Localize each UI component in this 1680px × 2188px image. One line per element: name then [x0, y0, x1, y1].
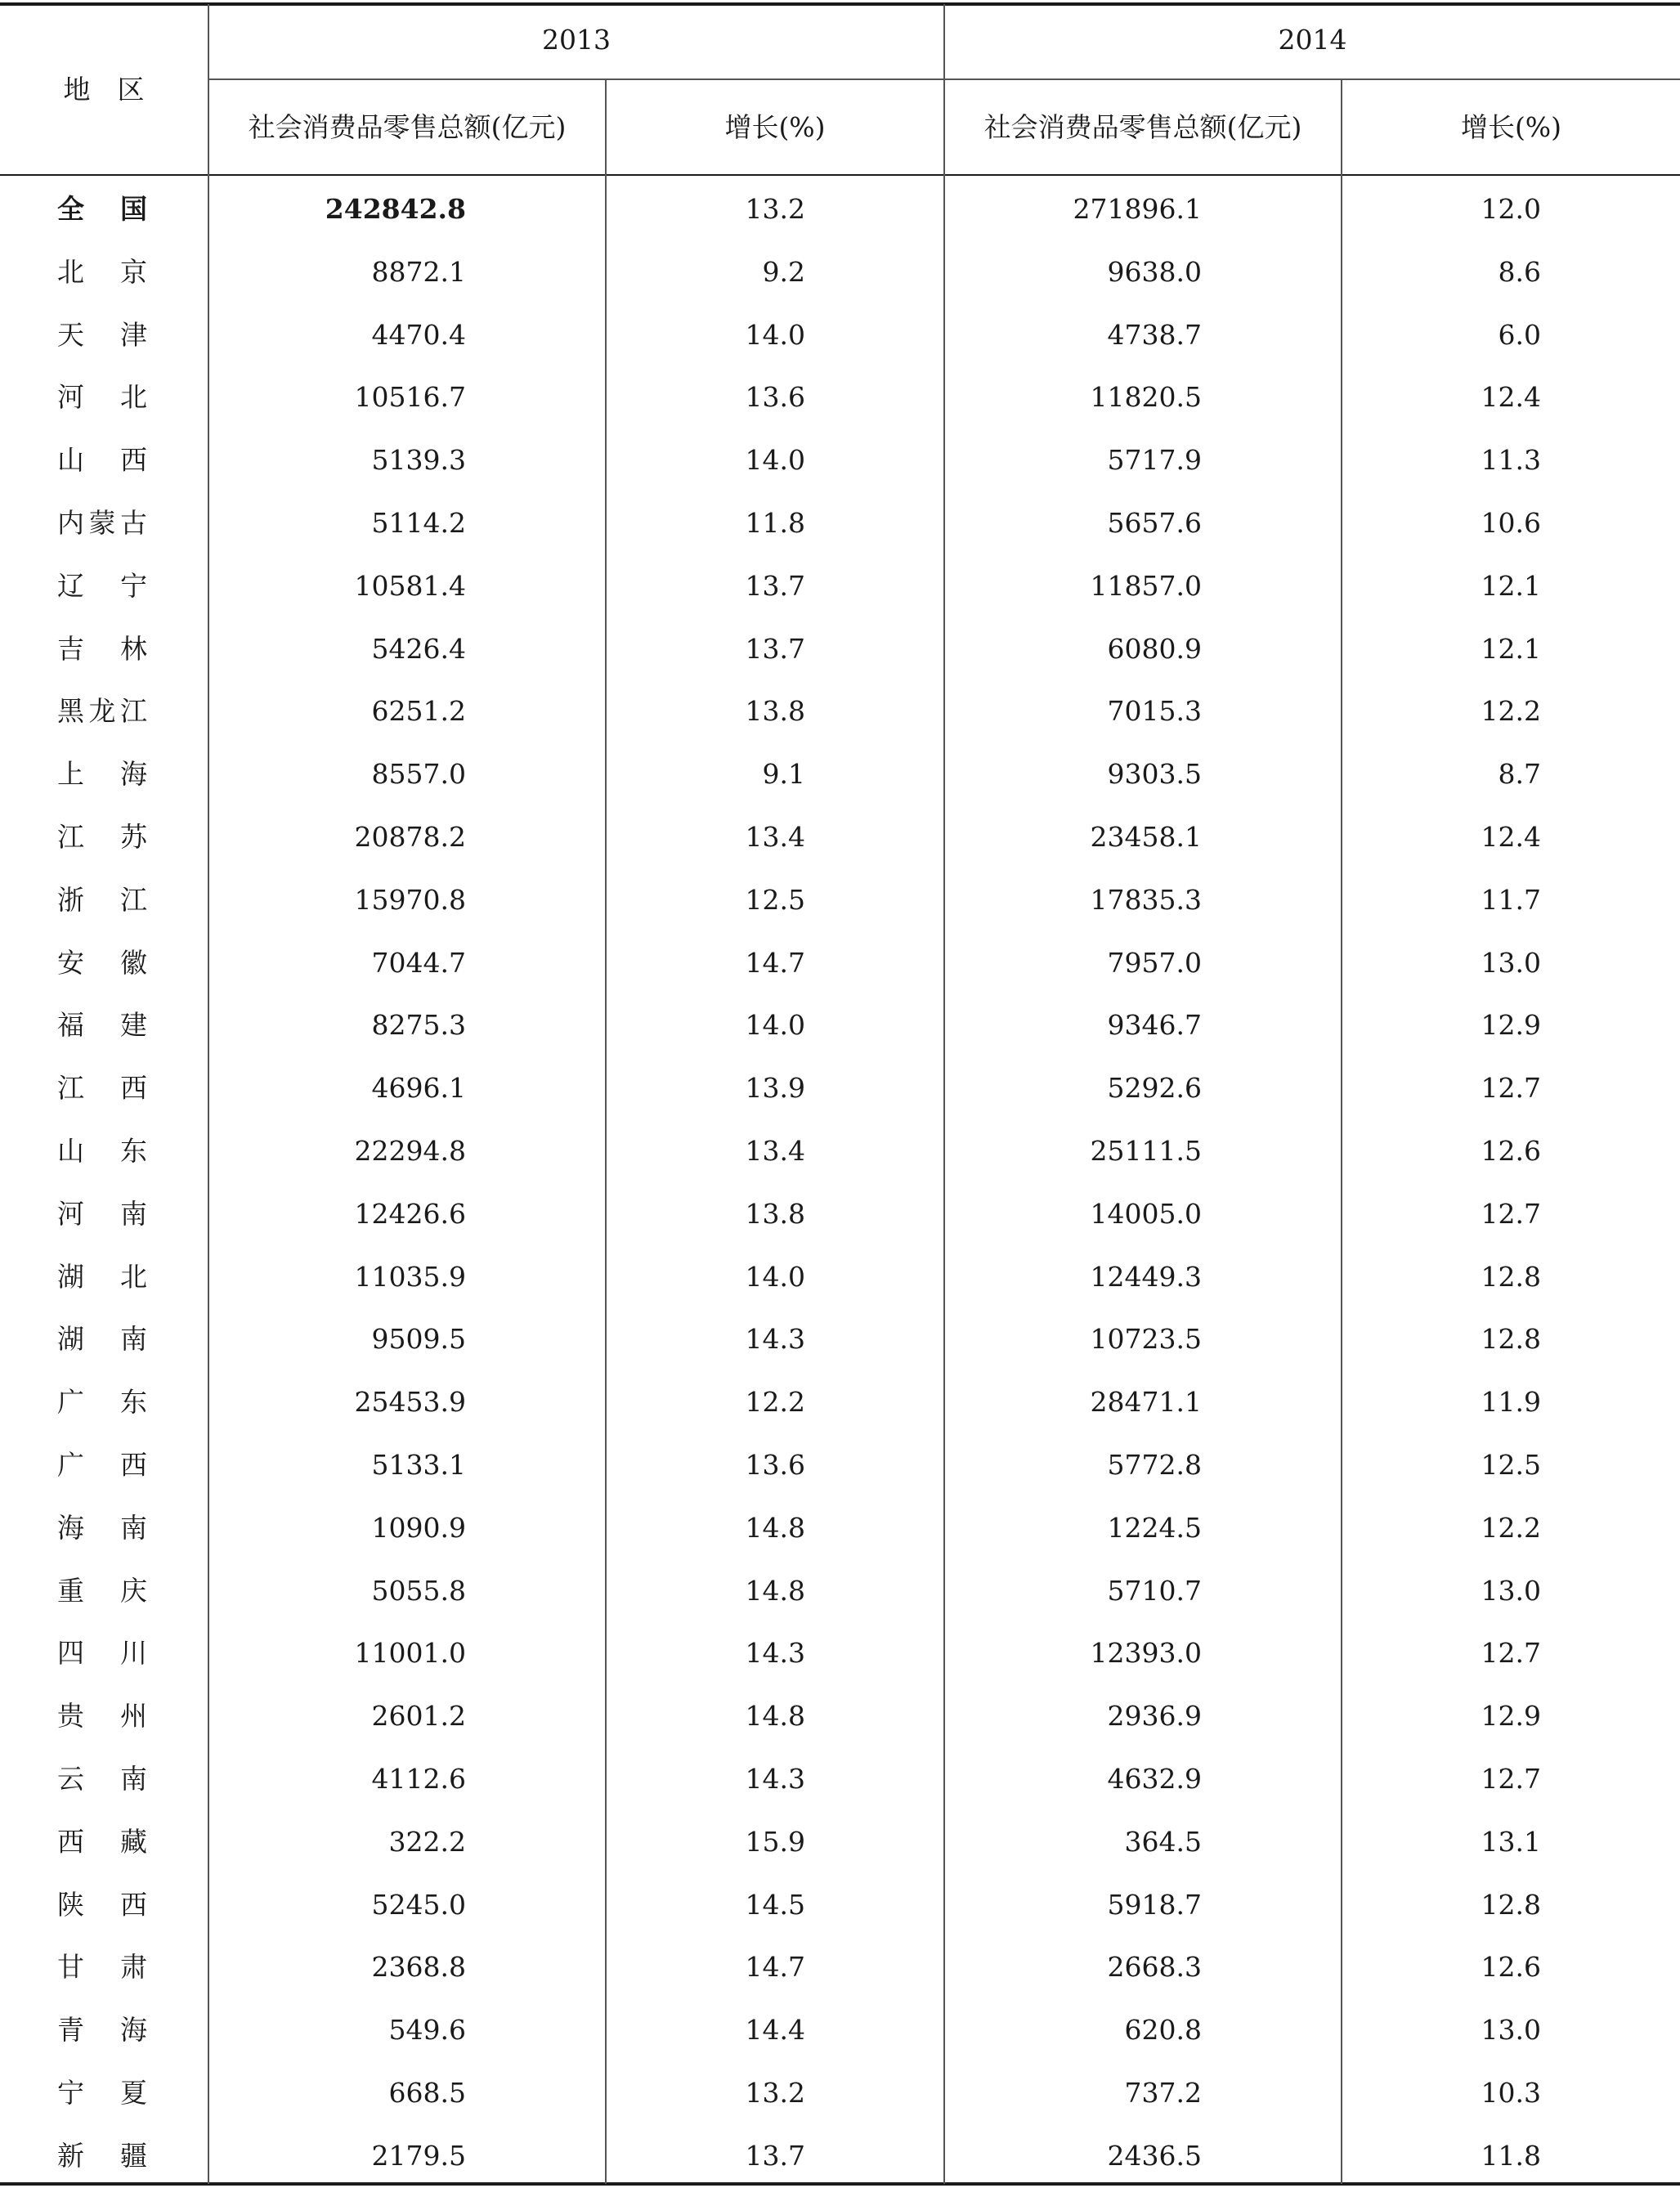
cell-g2014: 13.1 — [1481, 1826, 1541, 1858]
row-region: 新疆 — [57, 2140, 147, 2172]
row-region: 青海 — [57, 2014, 147, 2046]
cell-s2013: 2368.8 — [371, 1951, 466, 1983]
cell-g2013: 14.0 — [745, 1009, 805, 1041]
row-region: 全国 — [57, 193, 147, 225]
cell-s2013: 25453.9 — [354, 1386, 466, 1418]
cell-s2014: 2936.9 — [1107, 1700, 1202, 1732]
cell-g2014: 12.9 — [1481, 1700, 1541, 1732]
row-region: 四川 — [57, 1637, 147, 1669]
cell-g2014: 11.8 — [1481, 2140, 1541, 2172]
cell-g2013: 13.8 — [745, 695, 805, 727]
cell-g2014: 13.0 — [1481, 2014, 1541, 2046]
cell-g2013: 13.4 — [745, 821, 805, 853]
cell-s2013: 12426.6 — [354, 1198, 466, 1230]
cell-s2014: 11857.0 — [1090, 570, 1202, 602]
cell-g2013: 13.6 — [745, 1449, 805, 1481]
column-divider — [943, 4, 945, 2184]
cell-g2013: 14.8 — [745, 1512, 805, 1544]
cell-s2014: 5918.7 — [1107, 1889, 1202, 1921]
row-region: 云南 — [57, 1763, 147, 1795]
header-bottom-rule — [0, 174, 1680, 176]
row-region: 上海 — [57, 758, 147, 790]
cell-s2014: 7957.0 — [1107, 947, 1202, 979]
cell-s2014: 17835.3 — [1090, 884, 1202, 916]
row-region: 甘肃 — [57, 1951, 147, 1983]
cell-g2013: 14.4 — [745, 2014, 805, 2046]
cell-s2013: 15970.8 — [354, 884, 466, 916]
row-region: 辽宁 — [57, 570, 147, 602]
cell-s2014: 4738.7 — [1107, 319, 1202, 351]
cell-g2014: 13.0 — [1481, 947, 1541, 979]
cell-g2014: 12.2 — [1481, 695, 1541, 727]
cell-s2014: 9303.5 — [1107, 758, 1202, 790]
cell-g2014: 12.6 — [1481, 1135, 1541, 1167]
cell-g2014: 12.5 — [1481, 1449, 1541, 1481]
cell-s2013: 8872.1 — [371, 256, 466, 288]
cell-s2013: 5245.0 — [371, 1889, 466, 1921]
cell-s2013: 10581.4 — [354, 570, 466, 602]
cell-s2013: 5055.8 — [371, 1575, 466, 1607]
cell-g2013: 13.2 — [745, 2077, 805, 2109]
row-region: 湖北 — [57, 1261, 147, 1293]
cell-g2013: 14.8 — [745, 1700, 805, 1732]
cell-g2014: 12.1 — [1481, 633, 1541, 665]
cell-g2013: 14.0 — [745, 444, 805, 476]
header-sales-2014: 社会消费品零售总额(亿元) — [983, 111, 1302, 143]
row-region: 广西 — [57, 1449, 147, 1481]
cell-g2013: 14.3 — [745, 1323, 805, 1355]
cell-g2014: 12.4 — [1481, 381, 1541, 413]
cell-s2013: 5139.3 — [371, 444, 466, 476]
row-region: 山西 — [57, 444, 147, 476]
row-region: 吉林 — [57, 633, 147, 665]
row-region: 福建 — [57, 1009, 147, 1041]
cell-s2014: 12393.0 — [1090, 1637, 1202, 1669]
cell-g2013: 13.2 — [745, 193, 805, 225]
table-bottom-rule — [0, 2182, 1680, 2186]
cell-g2013: 14.0 — [745, 1261, 805, 1293]
row-region: 海南 — [57, 1512, 147, 1544]
cell-s2013: 668.5 — [388, 2077, 466, 2109]
cell-s2014: 25111.5 — [1090, 1135, 1202, 1167]
cell-s2013: 2179.5 — [371, 2140, 466, 2172]
cell-g2014: 12.7 — [1481, 1763, 1541, 1795]
cell-s2013: 22294.8 — [354, 1135, 466, 1167]
cell-s2013: 20878.2 — [354, 821, 466, 853]
cell-s2013: 5114.2 — [371, 507, 466, 539]
row-region: 贵州 — [57, 1700, 147, 1732]
row-region: 浙江 — [57, 884, 147, 916]
cell-s2014: 9638.0 — [1107, 256, 1202, 288]
cell-g2013: 14.3 — [745, 1637, 805, 1669]
cell-g2013: 14.7 — [745, 1951, 805, 1983]
cell-s2013: 8275.3 — [371, 1009, 466, 1041]
row-region: 内蒙古 — [57, 507, 147, 539]
cell-s2014: 737.2 — [1124, 2077, 1202, 2109]
row-region: 安徽 — [57, 947, 147, 979]
cell-g2013: 13.6 — [745, 381, 805, 413]
header-growth-2014: 增长(%) — [1460, 111, 1562, 143]
row-region: 河南 — [57, 1198, 147, 1230]
cell-g2014: 12.7 — [1481, 1198, 1541, 1230]
row-region: 黑龙江 — [57, 695, 147, 727]
cell-g2014: 12.8 — [1481, 1889, 1541, 1921]
cell-g2013: 13.4 — [745, 1135, 805, 1167]
cell-s2013: 322.2 — [388, 1826, 466, 1858]
cell-g2014: 12.6 — [1481, 1951, 1541, 1983]
cell-s2014: 9346.7 — [1107, 1009, 1202, 1041]
cell-g2014: 8.7 — [1498, 758, 1541, 790]
cell-g2013: 11.8 — [745, 507, 805, 539]
cell-g2013: 14.7 — [745, 947, 805, 979]
cell-s2013: 8557.0 — [371, 758, 466, 790]
row-region: 江西 — [57, 1072, 147, 1104]
row-region: 陕西 — [57, 1889, 147, 1921]
cell-g2014: 12.0 — [1481, 193, 1541, 225]
row-region: 北京 — [57, 256, 147, 288]
cell-g2013: 12.5 — [745, 884, 805, 916]
cell-s2014: 620.8 — [1124, 2014, 1202, 2046]
cell-g2013: 15.9 — [745, 1826, 805, 1858]
cell-s2013: 6251.2 — [371, 695, 466, 727]
row-region: 西藏 — [57, 1826, 147, 1858]
cell-s2013: 2601.2 — [371, 1700, 466, 1732]
cell-s2014: 364.5 — [1124, 1826, 1202, 1858]
cell-s2014: 23458.1 — [1090, 821, 1202, 853]
cell-g2013: 9.1 — [762, 758, 805, 790]
cell-s2013: 7044.7 — [371, 947, 466, 979]
header-growth-2013: 增长(%) — [724, 111, 826, 143]
cell-g2014: 12.7 — [1481, 1072, 1541, 1104]
row-region: 广东 — [57, 1386, 147, 1418]
cell-s2014: 2668.3 — [1107, 1951, 1202, 1983]
cell-s2014: 11820.5 — [1090, 381, 1202, 413]
cell-g2014: 10.3 — [1481, 2077, 1541, 2109]
cell-g2014: 12.9 — [1481, 1009, 1541, 1041]
cell-s2014: 6080.9 — [1107, 633, 1202, 665]
cell-s2013: 4112.6 — [371, 1763, 466, 1795]
cell-g2013: 13.9 — [745, 1072, 805, 1104]
cell-g2013: 13.7 — [745, 570, 805, 602]
cell-g2014: 12.1 — [1481, 570, 1541, 602]
column-divider — [208, 4, 209, 2184]
row-region: 宁夏 — [57, 2077, 147, 2109]
cell-g2014: 12.8 — [1481, 1261, 1541, 1293]
row-region: 重庆 — [57, 1575, 147, 1607]
header-sales-2013: 社会消费品零售总额(亿元) — [248, 111, 567, 143]
cell-s2014: 1224.5 — [1107, 1512, 1202, 1544]
cell-g2014: 13.0 — [1481, 1575, 1541, 1607]
cell-g2014: 11.7 — [1481, 884, 1541, 916]
cell-g2014: 6.0 — [1498, 319, 1541, 351]
cell-s2014: 5717.9 — [1107, 444, 1202, 476]
cell-s2014: 28471.1 — [1090, 1386, 1202, 1418]
cell-s2013: 9509.5 — [371, 1323, 466, 1355]
cell-s2014: 12449.3 — [1090, 1261, 1202, 1293]
cell-s2014: 5657.6 — [1107, 507, 1202, 539]
cell-g2014: 12.4 — [1481, 821, 1541, 853]
header-region: 地 区 — [63, 74, 145, 105]
cell-g2014: 10.6 — [1481, 507, 1541, 539]
cell-g2013: 14.8 — [745, 1575, 805, 1607]
cell-s2014: 10723.5 — [1090, 1323, 1202, 1355]
cell-g2013: 13.7 — [745, 633, 805, 665]
cell-s2013: 10516.7 — [354, 381, 466, 413]
row-region: 河北 — [57, 381, 147, 413]
cell-s2013: 4470.4 — [371, 319, 466, 351]
cell-g2014: 8.6 — [1498, 256, 1541, 288]
cell-g2014: 11.3 — [1481, 444, 1541, 476]
cell-s2014: 14005.0 — [1090, 1198, 1202, 1230]
row-region: 湖南 — [57, 1323, 147, 1355]
cell-s2014: 4632.9 — [1107, 1763, 1202, 1795]
cell-g2014: 12.8 — [1481, 1323, 1541, 1355]
cell-s2013: 11035.9 — [354, 1261, 466, 1293]
cell-g2013: 9.2 — [762, 256, 805, 288]
cell-s2013: 1090.9 — [371, 1512, 466, 1544]
cell-s2014: 271896.1 — [1073, 193, 1202, 225]
table-top-rule — [0, 2, 1680, 6]
cell-g2013: 12.2 — [745, 1386, 805, 1418]
cell-g2014: 11.9 — [1481, 1386, 1541, 1418]
cell-s2014: 7015.3 — [1107, 695, 1202, 727]
cell-s2013: 242842.8 — [325, 193, 466, 225]
cell-s2014: 2436.5 — [1107, 2140, 1202, 2172]
header-year-2014: 2014 — [1278, 24, 1347, 56]
cell-s2014: 5772.8 — [1107, 1449, 1202, 1481]
cell-g2013: 13.8 — [745, 1198, 805, 1230]
cell-s2013: 5133.1 — [371, 1449, 466, 1481]
row-region: 山东 — [57, 1135, 147, 1167]
cell-s2013: 5426.4 — [371, 633, 466, 665]
cell-s2013: 549.6 — [388, 2014, 466, 2046]
cell-g2014: 12.2 — [1481, 1512, 1541, 1544]
cell-s2014: 5292.6 — [1107, 1072, 1202, 1104]
cell-g2013: 13.7 — [745, 2140, 805, 2172]
cell-s2013: 11001.0 — [354, 1637, 466, 1669]
cell-s2013: 4696.1 — [371, 1072, 466, 1104]
cell-g2013: 14.3 — [745, 1763, 805, 1795]
cell-g2014: 12.7 — [1481, 1637, 1541, 1669]
cell-g2013: 14.0 — [745, 319, 805, 351]
cell-g2013: 14.5 — [745, 1889, 805, 1921]
header-year-2013: 2013 — [542, 24, 611, 56]
cell-s2014: 5710.7 — [1107, 1575, 1202, 1607]
row-region: 天津 — [57, 319, 147, 351]
row-region: 江苏 — [57, 821, 147, 853]
